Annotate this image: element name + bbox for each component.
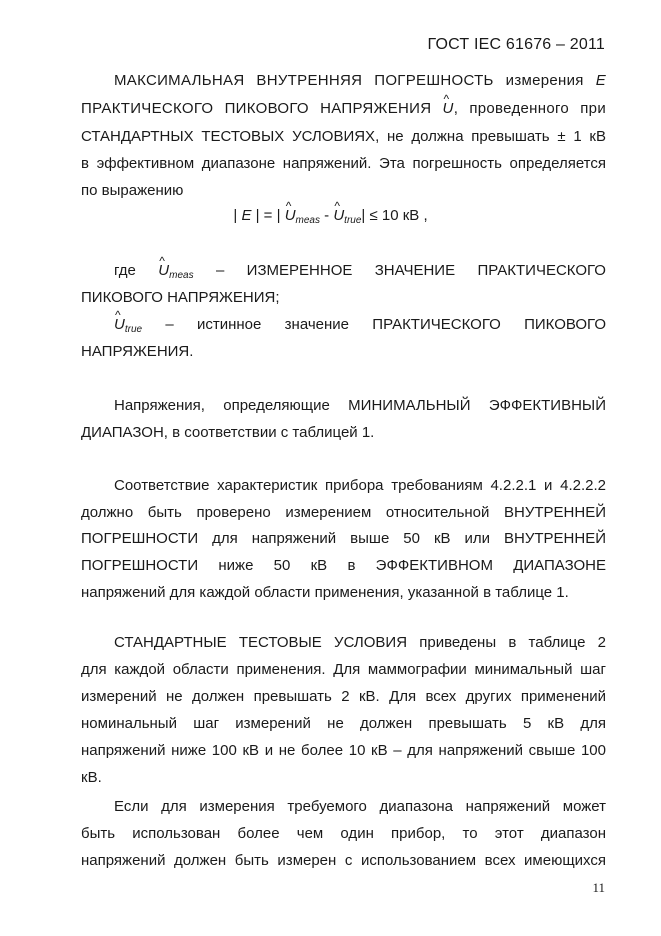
document-code: ГОСТ IEC 61676 – 2011 bbox=[427, 36, 605, 53]
where-line3: ^ $U_{true}$ – истинное значение ПРАКТИЧЕСКОГО ПИКОВОГО bbox=[114, 315, 606, 340]
para4-line1: СТАНДАРТНЫЕ ТЕСТОВЫЕ УСЛОВИЯ приведены в таблице 2 bbox=[114, 634, 606, 651]
formula: | E | = | ^ $U_{meas}$ - ^ $U_{true}| \le 10$ кВ , bbox=[0, 206, 661, 231]
para3-line4: ПОГРЕШНОСТИ ниже 50 кВ в ЭФФЕКТИВНОМ ДИАПАЗОНЕ bbox=[81, 557, 606, 574]
where-line2: ПИКОВОГО НАПРЯЖЕНИЯ; bbox=[81, 289, 280, 306]
page-number: 11 bbox=[592, 880, 605, 895]
para4-line3: измерений не должен превышать 2 кВ. Для всех других применений bbox=[81, 688, 606, 705]
symbol-u-hat: ^ U bbox=[443, 99, 454, 119]
para5-line2: быть использован более чем один прибор, то этот диапазон bbox=[81, 825, 606, 842]
para4-line5: напряжений ниже 100 кВ и не более 10 кВ – для напряжений свыше 100 bbox=[81, 742, 606, 759]
para3-line3: ПОГРЕШНОСТИ для напряжений выше 50 кВ или ВНУТРЕННЕЙ bbox=[81, 530, 606, 547]
var-e: E bbox=[595, 72, 606, 89]
para4-line4: номинальный шаг измерений не должен превышать 5 кВ для bbox=[81, 715, 606, 732]
para1-line3: СТАНДАРТНЫХ ТЕСТОВЫХ УСЛОВИЯХ, не должна превышать ± 1 кВ bbox=[81, 128, 606, 145]
para5-line3: напряжений должен быть измерен с использованием всех имеющихся bbox=[81, 852, 606, 869]
para1-line4: в эффективном диапазоне напряжений. Эта погрешность определяется bbox=[81, 155, 606, 172]
para1-line5: по выражению bbox=[81, 182, 184, 199]
para2-line2: ДИАПАЗОН, в соответствии с таблицей 1. bbox=[81, 424, 375, 441]
para5-line1: Если для измерения требуемого диапазона напряжений может bbox=[114, 798, 606, 815]
para1-line1: МАКСИМАЛЬНАЯ ВНУТРЕННЯЯ ПОГРЕШНОСТЬ измерения E bbox=[114, 72, 606, 89]
para1-line2: ПРАКТИЧЕСКОГО ПИКОВОГО НАПРЯЖЕНИЯ ^ U, проведенного при bbox=[81, 99, 606, 119]
para3-line5: напряжений для каждой области применения, указанной в таблице 1. bbox=[81, 584, 569, 601]
where-line4: НАПРЯЖЕНИЯ. bbox=[81, 343, 194, 360]
para4-line2: для каждой области применения. Для маммографии минимальный шаг bbox=[81, 661, 606, 678]
para4-line6: кВ. bbox=[81, 769, 102, 786]
where-line1: где ^ $U_{meas}$ – ИЗМЕРЕННОЕ ЗНАЧЕНИЕ ПРАКТИЧЕСКОГО bbox=[114, 261, 606, 286]
para3-line2: должно быть проверено измерением относительной ВНУТРЕННЕЙ bbox=[81, 504, 606, 521]
para3-line1: Соответствие характеристик прибора требованиям 4.2.2.1 и 4.2.2.2 bbox=[114, 477, 606, 494]
para2-line1: Напряжения, определяющие МИНИМАЛЬНЫЙ ЭФФЕКТИВНЫЙ bbox=[114, 397, 606, 414]
